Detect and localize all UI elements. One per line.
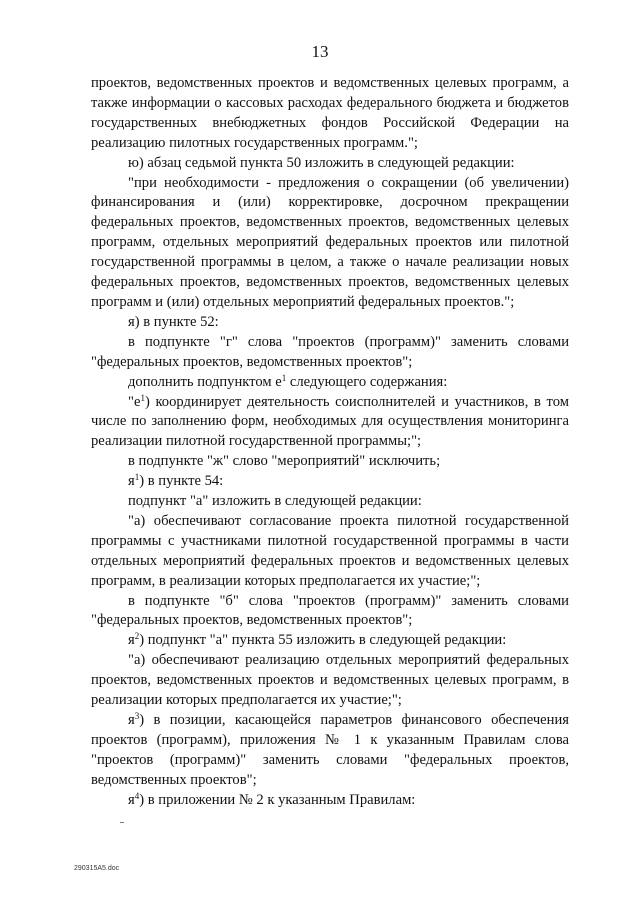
paragraph-text: ) в пункте 54: [139, 473, 224, 490]
paragraph [91, 512, 569, 592]
paragraph-text: в подпункте "б" слова "проектов (программ)" заменить словами "федеральных проектов, ведомственных проектов"; [91, 592, 569, 629]
paragraph-text: я) в пункте 52: [128, 313, 219, 330]
stray-mark [120, 822, 124, 823]
paragraph-text: дополнить подпунктом е [128, 373, 282, 390]
paragraph-text: "а) обеспечивают согласование проекта пилотной государственной программы с участниками пилотной государственной программы в части отдельных мероприятий федеральных проектов и ведомственных целевых программ, в реализации которых предполагается их участие;"; [91, 512, 569, 589]
paragraph-text: ю) абзац седьмой пункта 50 изложить в следующей редакции: [128, 154, 515, 171]
superscript: 4 [134, 790, 140, 801]
page-number: 13 [311, 42, 329, 61]
paragraph-text: я [128, 473, 135, 490]
paragraph [91, 154, 569, 174]
paragraph [91, 313, 569, 333]
paragraph-text: в подпункте "г" слова "проектов (программ)" заменить словами "федеральных проектов, ведомственных проектов"; [91, 333, 569, 370]
superscript: 1 [140, 392, 145, 403]
paragraph-text: ) подпункт "а" пункта 55 изложить в следующей редакции: [139, 632, 507, 649]
paragraph [91, 74, 569, 154]
paragraph-text: "при необходимости - предложения о сокращении (об увеличении) финансирования и (или) корректировке, досрочном прекращении федеральных проектов, ведомственных проектов, ведомственных целевых программ, отдельных мероприятий федеральных проектов или пилотной государственной программы в целом, а также о начале реализации новых федеральных проектов, ведомственных проектов, ведомственных целевых программ и (или) отдельных мероприятий федеральных проектов."; [91, 174, 569, 310]
paragraph-text: я [128, 632, 135, 649]
paragraph [91, 492, 569, 512]
paragraph [91, 592, 569, 632]
paragraph [91, 791, 569, 811]
paragraph-text: я [128, 791, 135, 808]
superscript: 1 [281, 372, 287, 383]
paragraph [91, 333, 569, 373]
paragraph-text: подпункт "а" изложить в следующей редакции: [128, 493, 422, 510]
paragraph-text: "е [128, 393, 141, 410]
paragraph-text: в подпункте "ж" слово "мероприятий" исключить; [128, 453, 441, 470]
paragraph-text: следующего содержания: [286, 373, 448, 390]
file-name-footer: 290315A5.doc [74, 865, 120, 872]
paragraph [91, 452, 569, 472]
paragraph-text: ) в позиции, касающейся параметров финансового обеспечения проектов (программ), приложения № 1 к указанным Правилам слова "проектов (программ)" заменить словами "федеральных проектов, ведомственных проектов"; [91, 712, 569, 788]
superscript: 2 [134, 631, 140, 642]
paragraph-text: ) координирует деятельность соисполнителей и участников, в том числе по заполнению форм, необходимых для осуществления мониторинга реализации пилотной государственной программы;"; [91, 393, 569, 450]
paragraph [91, 373, 569, 393]
paragraph-text: ) в приложении № 2 к указанным Правилам: [139, 791, 416, 808]
paragraph [91, 393, 569, 453]
paragraph-text: проектов, ведомственных проектов и ведомственных целевых программ, а также информации о кассовых расходах федерального бюджета и бюджетов государственных внебюджетных фондов Российской Федерации на реализацию пилотных государственных программ."; [91, 75, 569, 151]
paragraph [91, 651, 569, 711]
paragraph [91, 174, 569, 313]
document-body [91, 74, 569, 811]
paragraph-text: я [128, 712, 135, 728]
paragraph [91, 631, 569, 651]
paragraph-text: "а) обеспечивают реализацию отдельных мероприятий федеральных проектов, ведомственных проектов и ведомственных целевых программ, в реализации которых предполагается их участие;"; [91, 652, 569, 709]
superscript: 1 [134, 472, 140, 483]
superscript: 3 [134, 711, 140, 721]
paragraph [91, 472, 569, 492]
paragraph [91, 711, 569, 791]
